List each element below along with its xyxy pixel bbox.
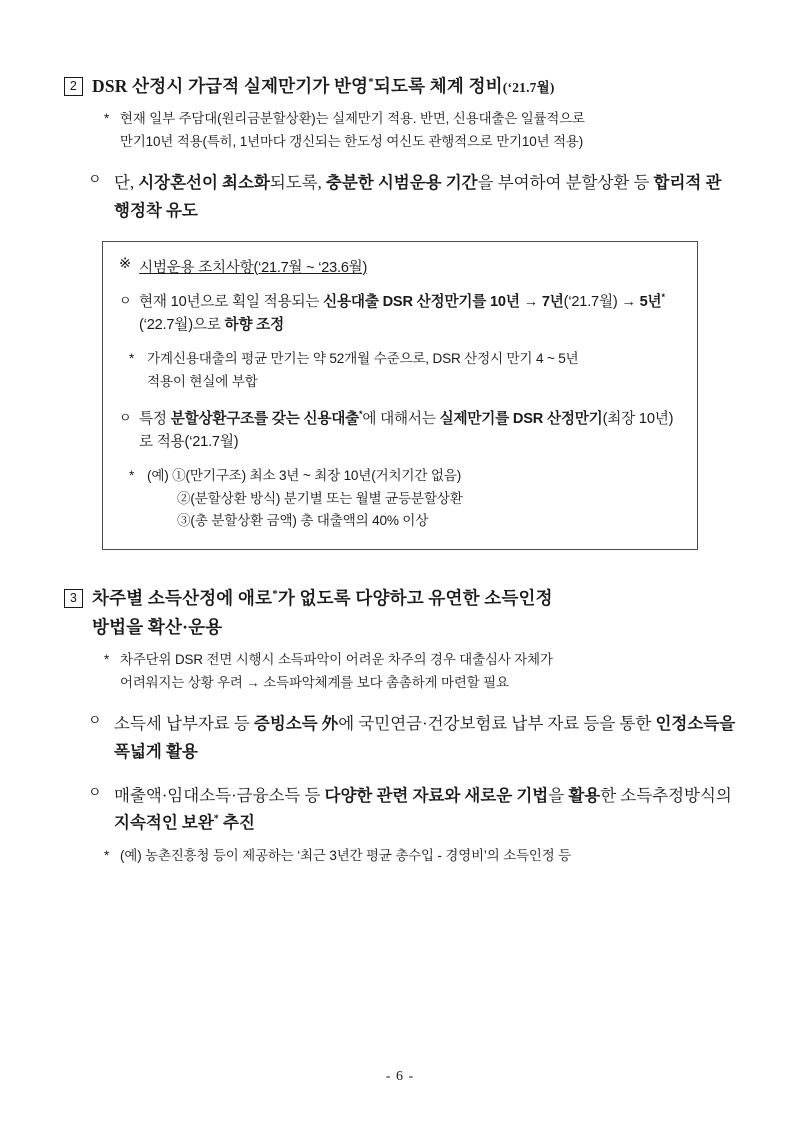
seg-sup: * — [359, 408, 363, 419]
seg-bold: 지속적인 보완 — [114, 813, 214, 833]
note-line: ③(총 분할상환 금액) 총 대출액의 40% 이상 — [177, 513, 429, 529]
reference-mark-icon: ※ — [119, 255, 132, 272]
note-line: (예) 농촌진흥청 등이 제공하는 ‘최근 3년간 평균 총수입 - 경영비’의 소득인정 등 — [120, 847, 572, 863]
bullet-mark: ㅇ — [119, 409, 132, 425]
pilot-measures-box — [102, 241, 698, 550]
seg-bold: 추진 — [218, 813, 255, 833]
seg-bold: 증빙소득 外 — [253, 714, 339, 734]
seg: 현재 10년으로 획일 적용되는 — [139, 293, 324, 310]
seg-bold: 활용 — [568, 785, 601, 805]
seg: 에 대해서는 — [362, 410, 440, 427]
bullet-seg-bold: 합리적 관행정착 유도 — [114, 173, 722, 221]
section-2-bullet — [64, 169, 736, 224]
section-2-heading-rest: 되도록 체계 정비 — [373, 76, 503, 96]
seg: 을 — [548, 785, 565, 805]
bullet-seg: 되도록, — [269, 173, 326, 193]
bullet-body — [114, 782, 736, 837]
bullet-seg: 을 부여하여 — [477, 173, 562, 193]
bullet-mark: ㅇ — [119, 292, 132, 308]
note-line: 적용이 현실에 부합 — [147, 373, 258, 389]
seg: 한 소득추정방식의 — [600, 785, 732, 805]
box-item-1 — [119, 290, 681, 338]
section-3 — [64, 584, 736, 867]
bullet-line-1 — [114, 173, 561, 192]
bullet-seg-bold: 시장혼선이 최소화 — [138, 173, 270, 193]
seg-sup: * — [661, 291, 665, 302]
seg: (‘22.7월)으로 — [139, 317, 225, 334]
box-item-2-body — [139, 407, 681, 455]
bullet-seg-bold: 충분한 시범운용 기간 — [325, 173, 478, 193]
section-2-heading-main: DSR 산정시 가급적 실제만기가 반영 — [92, 76, 369, 96]
section-3-heading-line1a: 차주별 소득산정에 애로 — [92, 588, 273, 609]
seg: 소득세 납부자료 등 — [114, 714, 254, 734]
section-2-note — [64, 107, 736, 153]
seg-bold: 실제만기를 DSR 산정만기 — [439, 410, 603, 427]
bullet-line-1 — [114, 714, 543, 733]
box-note-2-body — [147, 465, 681, 533]
seg-bold: → 5년 — [617, 293, 662, 310]
note-line: 가계신용대출의 평균 만기는 약 52개월 수준으로, DSR 산정시 만기 4 ~ 5년 — [147, 351, 579, 367]
box-title — [119, 256, 681, 277]
box-item-1-body — [139, 290, 681, 338]
seg: 에 국민연금·건강보험료 납부 — [338, 714, 544, 734]
section-3-heading — [64, 584, 736, 641]
section-3-heading-line1b: 가 없도록 다양하고 유연한 소득인정 — [277, 588, 553, 609]
bullet-seg: 단, — [114, 173, 139, 193]
section-3-bullet-2 — [64, 782, 736, 837]
note-line: ②(분할상환 방식) 분기별 또는 월별 균등분할상환 — [177, 490, 463, 506]
seg-bold: 신용대출 DSR 산정만기를 10년 → 7년 — [323, 293, 564, 310]
seg-line2: (최장 10년)로 적용(‘21.7월) — [139, 410, 674, 451]
seg-bold: 인정소득을 폭넓게 활용 — [114, 714, 736, 761]
note-star-mark: * — [104, 111, 110, 127]
box-note-2 — [119, 465, 681, 533]
section-3-heading-sup: * — [272, 588, 278, 601]
section-2-heading-text — [92, 72, 736, 100]
section-3-heading-text — [92, 584, 736, 641]
seg: 특정 — [139, 410, 171, 427]
section-2-number: 2 — [64, 77, 83, 96]
note-star-mark: * — [104, 847, 110, 863]
seg: 매출액·임대소득·금융소득 등 — [114, 785, 325, 805]
section-2-heading — [64, 72, 736, 100]
note-line: 현재 일부 주담대(원리금분할상환)는 실제만기 적용. 반면, 신용대출은 일률적으로 — [120, 111, 585, 127]
seg-sup: * — [213, 813, 219, 825]
bullet-mark: ㅇ — [88, 714, 102, 730]
box-title-text: 시범운용 조치사항(‘21.7월 ~ ‘23.6월) — [139, 259, 368, 276]
seg-bold: 하향 조정 — [224, 317, 284, 334]
note-star-mark: * — [129, 467, 135, 483]
seg: 자료 등을 통한 — [547, 714, 656, 734]
section-2-heading-tail: (‘21.7월) — [502, 80, 555, 95]
seg: (‘21.7월) — [563, 293, 618, 310]
section-2 — [64, 72, 736, 550]
bullet-body — [114, 169, 736, 224]
note-line: 어려워지는 상황 우려 → 소득파악체계를 보다 촘촘하게 마련할 필요 — [120, 675, 509, 691]
section-3-note-2 — [64, 844, 736, 867]
bullet-line-1 — [114, 786, 564, 805]
seg-bold: 다양한 관련 자료와 새로운 기법 — [324, 785, 549, 805]
section-3-note — [64, 648, 736, 694]
bullet-seg: 분할상환 등 — [565, 173, 654, 193]
section-2-heading-sup: * — [368, 76, 374, 89]
box-item-2 — [119, 407, 681, 455]
section-3-bullet-1 — [64, 710, 736, 765]
box-note-1 — [119, 348, 681, 394]
bullet-mark: ㅇ — [88, 785, 102, 801]
note-line: (예) ①(만기구조) 최소 3년 ~ 최장 10년(거치기간 없음) — [147, 467, 462, 483]
note-line: 차주단위 DSR 전면 시행시 소득파악이 어려운 차주의 경우 대출심사 자체가 — [120, 651, 553, 667]
note-star-mark: * — [129, 351, 135, 367]
page-footer: - 6 - — [385, 1069, 415, 1084]
section-3-heading-line2: 방법을 확산·운용 — [92, 616, 223, 637]
note-star-mark: * — [104, 651, 110, 667]
section-3-number: 3 — [64, 589, 83, 608]
bullet-body — [114, 710, 736, 765]
bullet-mark: ㅇ — [88, 173, 102, 189]
box-note-1-body — [147, 348, 681, 394]
note-line: 만기10년 적용(특히, 1년마다 갱신되는 한도성 여신도 관행적으로 만기10년 적용) — [120, 134, 584, 150]
seg-bold: 분할상환구조를 갖는 신용대출 — [170, 410, 360, 427]
